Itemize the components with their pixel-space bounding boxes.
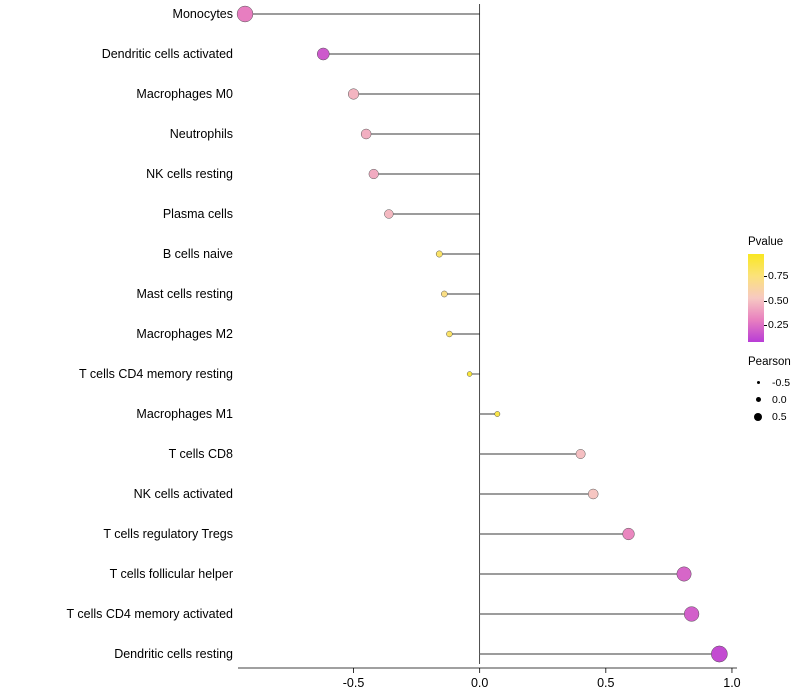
lollipop-item — [237, 6, 480, 22]
lollipop-item — [480, 528, 635, 540]
y-axis-label: Macrophages M2 — [136, 327, 233, 341]
y-axis-label: T cells CD8 — [168, 447, 233, 461]
y-axis-label: T cells CD4 memory resting — [79, 367, 233, 381]
data-point — [576, 449, 585, 458]
data-point — [684, 607, 699, 622]
y-axis-label: T cells regulatory Tregs — [103, 527, 233, 541]
data-point — [384, 210, 393, 219]
data-point — [623, 528, 635, 540]
lollipop-item — [361, 129, 480, 139]
x-axis-tick-label: 0.5 — [597, 676, 615, 690]
legend-pearson-title: Pearson — [748, 356, 791, 368]
legend-pvalue-tick-mark — [764, 301, 767, 302]
legend-pvalue-tick-label: 0.50 — [768, 294, 789, 307]
lollipop-item — [480, 567, 692, 581]
lollipop-item — [480, 646, 728, 662]
legend-pearson-label: 0.5 — [772, 410, 787, 423]
data-point — [361, 129, 371, 139]
lollipop-item — [480, 607, 699, 622]
lollipop-item — [480, 411, 500, 416]
y-axis-label: Macrophages M1 — [136, 407, 233, 421]
data-point — [446, 331, 452, 337]
legend-pearson-dot — [756, 397, 761, 402]
lollipop-item — [369, 169, 480, 179]
data-point — [348, 89, 359, 100]
data-point — [588, 489, 598, 499]
data-point — [369, 169, 379, 179]
y-axis-label: T cells follicular helper — [109, 567, 233, 581]
data-point — [441, 291, 447, 297]
legend-pvalue-tick-mark — [764, 276, 767, 277]
data-point — [711, 646, 727, 662]
y-axis-label: T cells CD4 memory activated — [66, 607, 233, 621]
legend-pearson-dot-wrap — [748, 413, 768, 421]
legend-pvalue-tick-label: 0.75 — [768, 270, 789, 283]
legend-pearson-dot — [754, 413, 762, 421]
y-axis-label: Dendritic cells resting — [114, 647, 233, 661]
lollipop-item — [441, 291, 479, 297]
lollipop-item — [436, 251, 480, 257]
lollipop-item — [480, 489, 599, 499]
y-axis-label: Mast cells resting — [136, 287, 233, 301]
lollipop-item — [446, 331, 479, 337]
lollipop-item — [348, 89, 479, 100]
data-point — [317, 48, 329, 60]
data-point — [436, 251, 442, 257]
legend-pearson-dot — [757, 381, 760, 384]
data-point — [467, 372, 472, 377]
data-point — [495, 411, 500, 416]
legend-pearson-dot-wrap — [748, 381, 768, 384]
data-point — [237, 6, 253, 22]
y-axis-category-labels — [0, 0, 233, 700]
legend-pvalue-tick-label: 0.25 — [768, 319, 789, 332]
y-axis-label: NK cells resting — [146, 167, 233, 181]
x-axis-tick-label: 1.0 — [723, 676, 741, 690]
x-axis-tick-label: 0.0 — [470, 676, 489, 690]
legend-pearson-items — [748, 374, 791, 425]
legend-pvalue-title: Pvalue — [748, 236, 784, 248]
y-axis-label: Monocytes — [172, 7, 233, 21]
data-point — [677, 567, 691, 581]
legend-pearson — [748, 356, 791, 425]
legend-pearson-item — [748, 391, 791, 408]
legend-pearson-item — [748, 408, 791, 425]
lollipop-item — [384, 210, 479, 219]
legend-pearson-dot-wrap — [748, 397, 768, 402]
lollipop-item — [480, 449, 586, 458]
legend-pearson-label: -0.5 — [772, 376, 791, 389]
legend-pearson-label: 0.0 — [772, 393, 787, 406]
y-axis-label: Dendritic cells activated — [101, 47, 233, 61]
y-axis-label: Plasma cells — [162, 207, 233, 221]
x-axis-tick-label: -0.5 — [342, 676, 365, 690]
legend-pearson-item — [748, 374, 791, 391]
lollipop-item — [317, 48, 479, 60]
y-axis-label: Macrophages M0 — [136, 87, 233, 101]
y-axis-label: NK cells activated — [133, 487, 233, 501]
y-axis-label: Neutrophils — [169, 127, 233, 141]
y-axis-label: B cells naive — [162, 247, 233, 261]
legend-pvalue-scale — [748, 254, 800, 342]
legend-pvalue-tick-mark — [764, 325, 767, 326]
lollipop-item — [467, 372, 480, 377]
legend-pvalue-ticks — [768, 254, 800, 342]
legend-pvalue — [748, 236, 800, 342]
legend-pvalue-colorbar — [748, 254, 764, 342]
